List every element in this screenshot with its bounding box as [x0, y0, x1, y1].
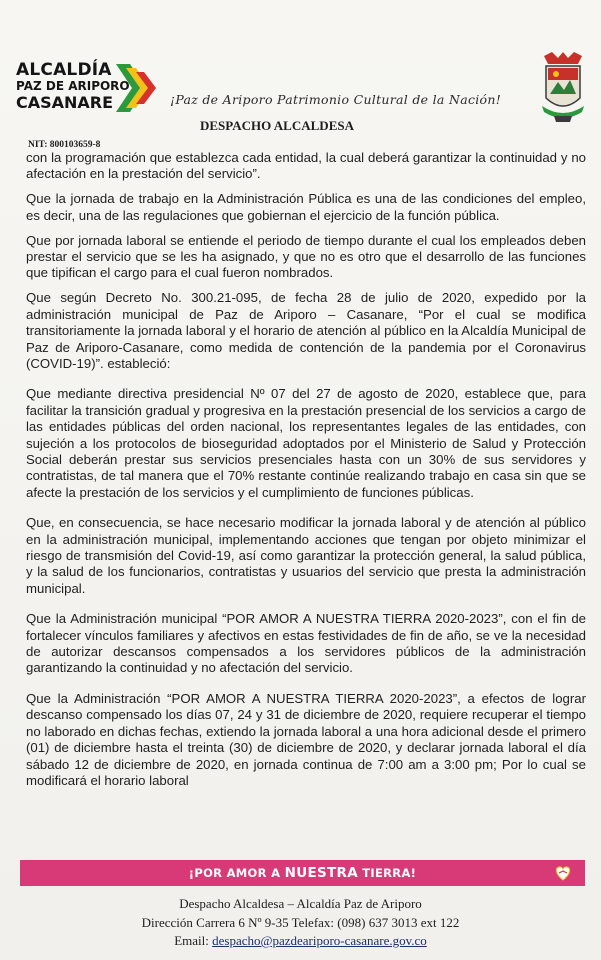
heart-icon — [553, 863, 573, 883]
footer-office: Despacho Alcaldesa – Alcaldía Paz de Ariporo — [179, 896, 422, 911]
email-label: Email: — [174, 933, 213, 948]
office-title: DESPACHO ALCALDESA — [200, 118, 354, 133]
paragraph: Que la Administración “POR AMOR A NUESTRA TIERRA 2020-2023”, a efectos de lograr descanso compensado los días 07, 24 y 31 de diciembre de 2020, requiere recuperar el tiempo no laborado en dichas fechas, extiendo la jornada laboral a una hora adicional desde el primero (01) de diciembre hasta el treinta (30) de diciembre de 2020, y declarar jornada laboral el día sábado 12 de diciembre de 2020, en jornada continua de 7:00 am a 3:00 pm; Por lo cual se modificará el horario laboral — [26, 690, 586, 788]
footer-email-line — [0, 933, 601, 949]
email-link[interactable]: despacho@pazdeariporo-casanare.gov.co — [212, 933, 427, 948]
logo-line-department: CASANARE — [16, 93, 114, 112]
nit-number: NIT: 800103659-8 — [28, 140, 101, 150]
slogan-text: ¡POR AMOR A NUESTRA TIERRA! — [188, 865, 417, 881]
logo-line-municipality: PAZ DE ARIPORO — [16, 79, 130, 93]
alcaldia-logo-text — [16, 60, 130, 112]
paragraph: Que la jornada de trabajo en la Administración Pública es una de las condiciones del empleo, es decir, una de las regulaciones que gobiernan el ejercicio de la función pública. — [26, 191, 586, 223]
document-body — [26, 150, 586, 798]
paragraph: con la programación que establezca cada entidad, la cual deberá garantizar la continuidad y no afectación en la prestación del servicio”. — [26, 150, 586, 182]
footer-address: Dirección Carrera 6 Nº 9-35 Telefax: (098) 637 3013 ext 122 — [141, 915, 460, 930]
motto-text: ¡Paz de Ariporo Patrimonio Cultural de la Nación! — [170, 92, 502, 107]
paragraph: Que por jornada laboral se entiende el periodo de tiempo durante el cual los empleados deben prestar el servicio que se les ha asignado, y que no es otro que el desarrollo de las funciones que tipifican el cargo para el cual fueron nombrados. — [26, 232, 586, 281]
paragraph: Que la Administración municipal “POR AMOR A NUESTRA TIERRA 2020-2023”, con el fin de fortalecer vínculos familiares y afectivos en estas festividades de fin de año, se ve la necesidad de autorizar descansos compensados a los servidores públicos de la administración garantizando la continuidad y no afectación del servicio. — [26, 611, 586, 676]
chevron-logo-icon — [116, 64, 158, 112]
paragraph: Que según Decreto No. 300.21-095, de fecha 28 de julio de 2020, expedido por la administración municipal de Paz de Ariporo – Casanare, “Por el cual se modifica transitoriamente la jornada laboral y el horario de atención al público en la Alcaldía Municipal de Paz de Ariporo-Casanare, como medida de contención de la pandemia por el Coronavirus (COVID-19)”. estableció: — [26, 290, 586, 371]
municipal-crest-icon — [540, 50, 586, 130]
paragraph: Que mediante directiva presidencial Nº 07 del 27 de agosto de 2020, establece que, para facilitar la transición gradual y progresiva en la prestación presencial de los servicios a cargo de las entidades públicas del orden nacional, los representantes legales de las entidades, con sujeción a los protocolos de bioseguridad adoptados por el Ministerio de Salud y Protección Social deberán prestar sus servicios presenciales hasta con un 30% de sus servidores y contratistas, de tal manera que el 70% restante continúe realizando trabajo en casa sin que se afecte la prestación de los servicios y el cumplimiento de funciones públicas. — [26, 386, 586, 500]
logo-line-alcaldia: ALCALDÍA — [16, 60, 112, 80]
slogan-banner — [20, 860, 585, 886]
paragraph: Que, en consecuencia, se hace necesario modificar la jornada laboral y de atención al público en la administración municipal, implementando acciones que tengan por objeto minimizar el riesgo de transmisión del Covid-19, así como garantizar la protección general, la salud pública, y la salud de los funcionarios, contratistas y usuarios del servicio que presta la administración municipal. — [26, 515, 586, 596]
